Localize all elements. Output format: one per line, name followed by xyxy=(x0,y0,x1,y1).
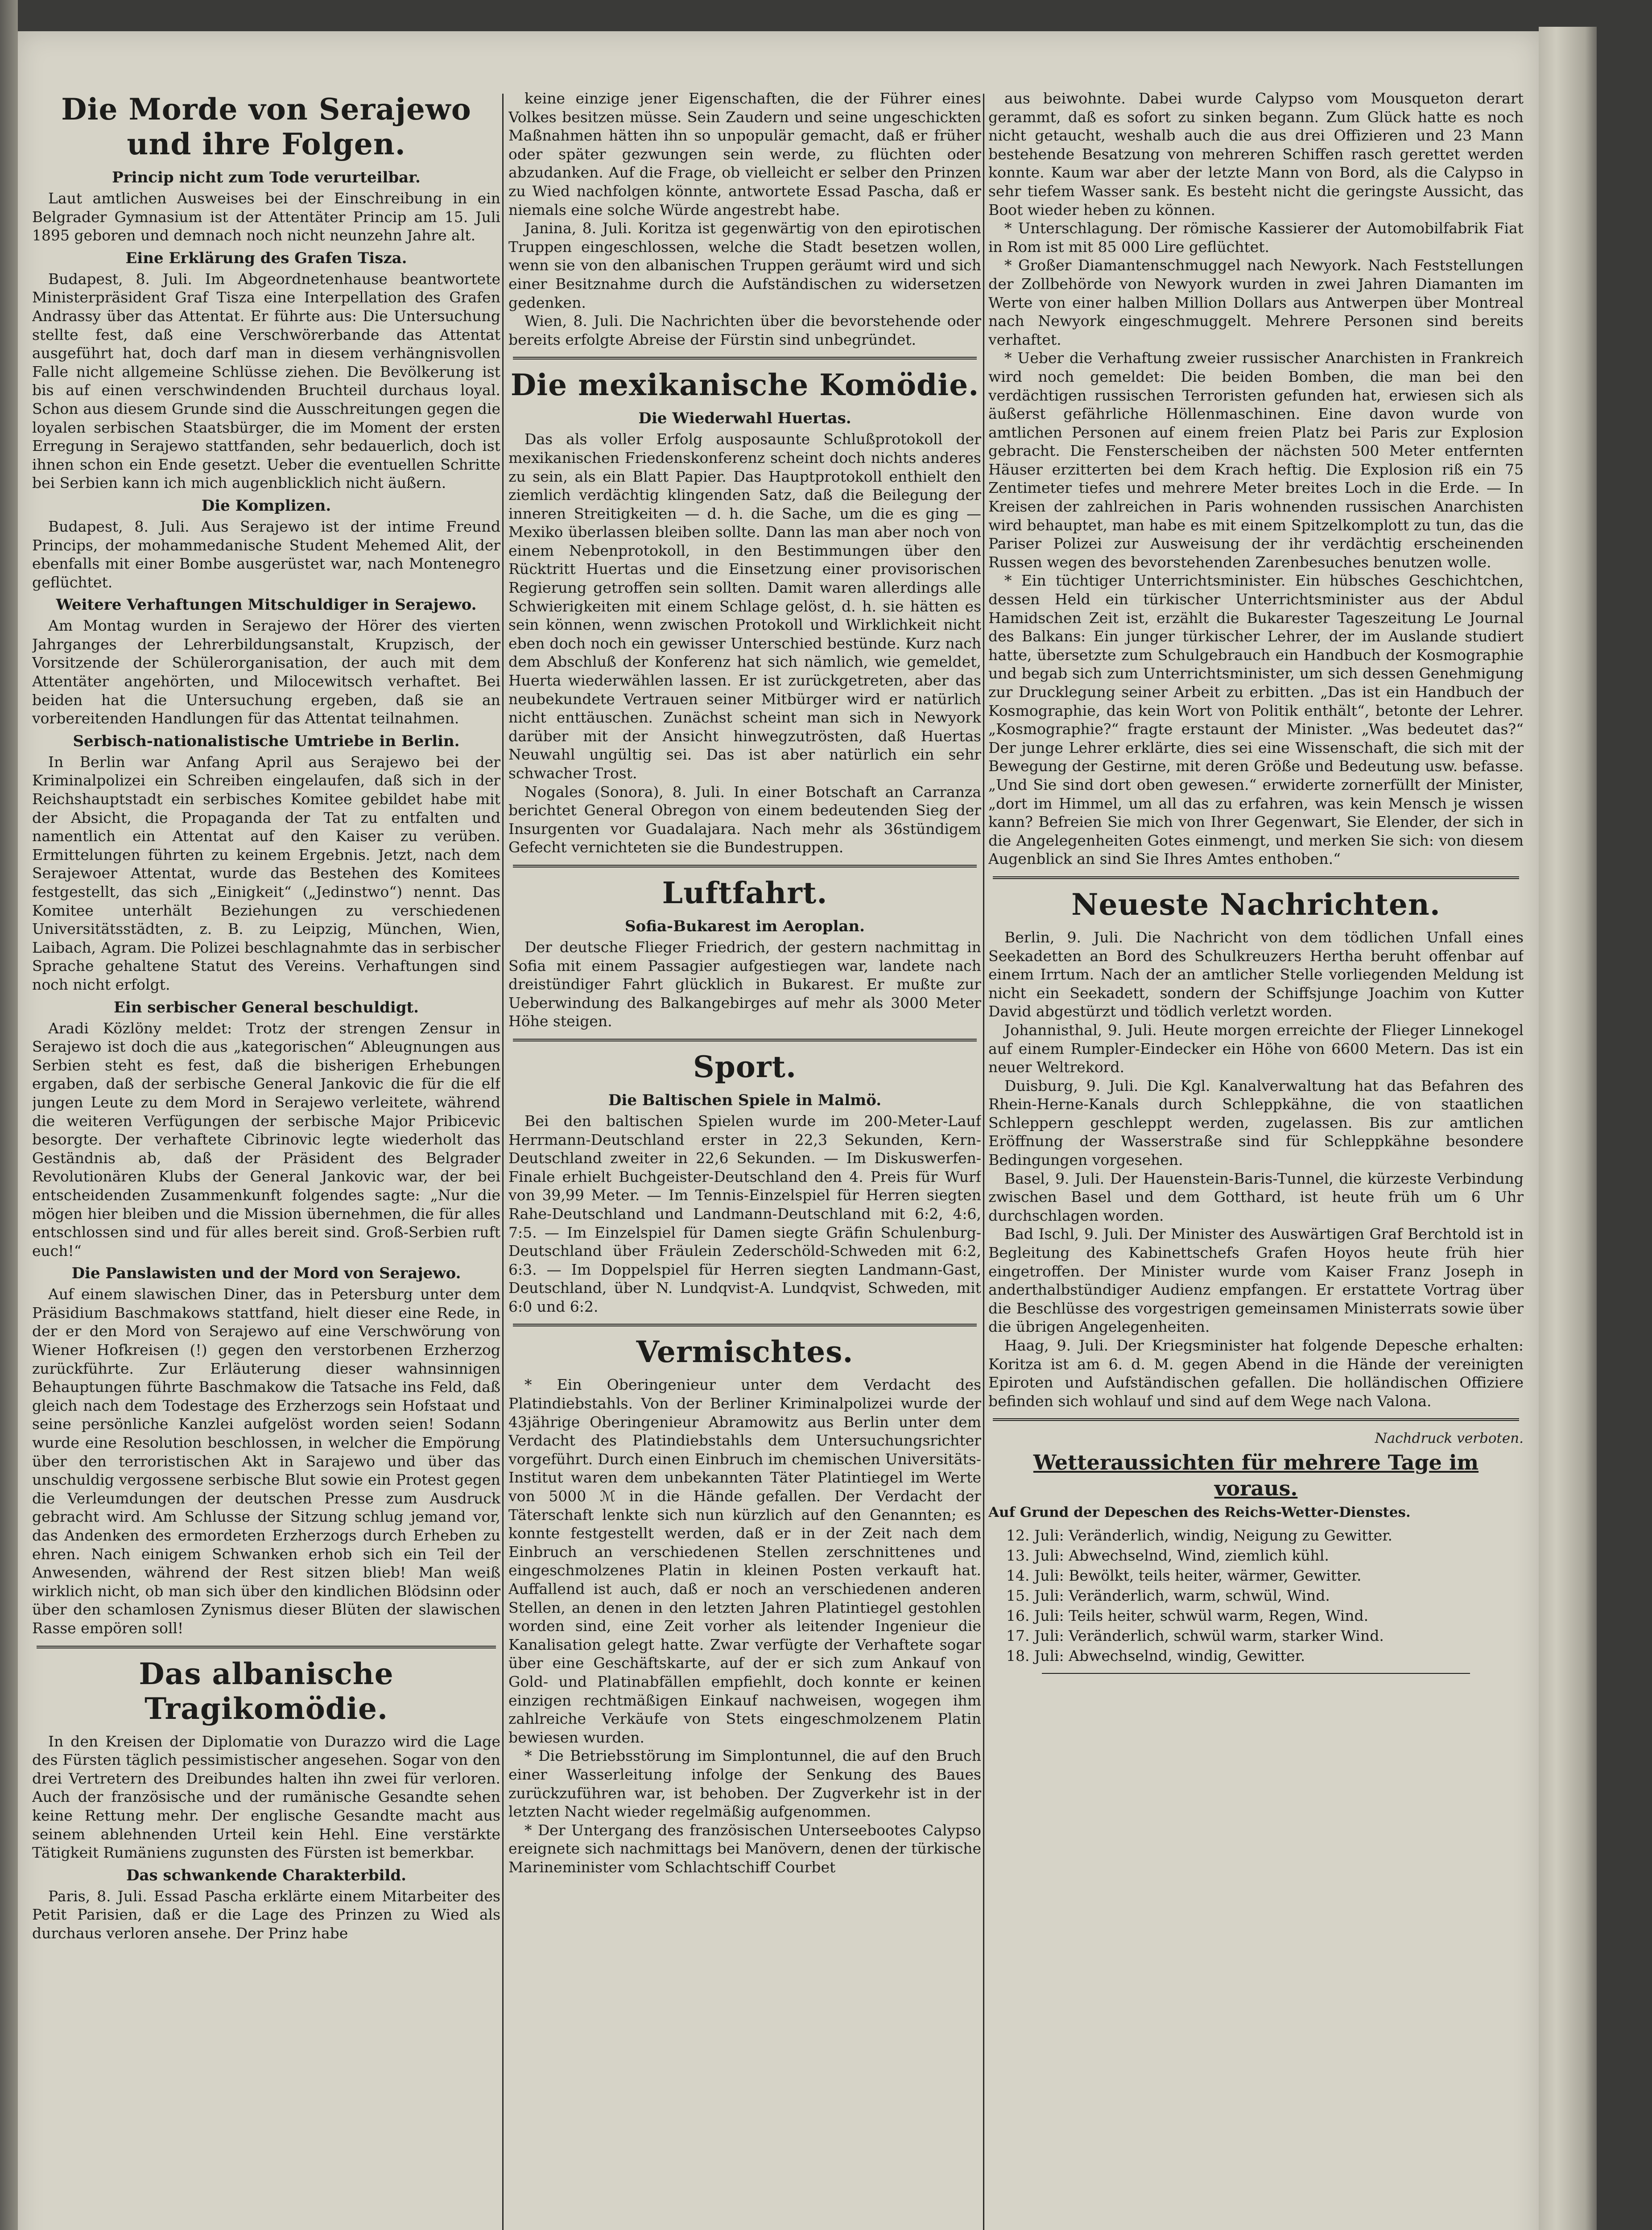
article-paragraph: Der deutsche Flieger Friedrich, der gestern nachmittag in Sofia mit einem Passagier aufgestiegen war, landete nach dreistündiger Fahrt glücklich in Bukarest. Er mußte zur Ueberwindung des Balkangebirges auf mehr als 3000 Meter Höhe steigen. xyxy=(508,938,981,1030)
weather-line: 13. Juli: Abwechselnd, Wind, ziemlich kühl. xyxy=(1006,1547,1329,1565)
article-paragraph: Laut amtlichen Ausweises bei der Einschreibung in ein Belgrader Gymnasium ist der Attentäter Princip am 15. Juli 1895 geboren und demnach noch nicht neunzehn Jahre alt. xyxy=(32,190,500,244)
subhead: Ein serbischer General beschuldigt. xyxy=(113,998,419,1016)
weather-line: 15. Juli: Veränderlich, warm, schwül, Wind. xyxy=(1006,1587,1330,1605)
headline-serajewo: Die Morde von Serajewo und ihre Folgen. xyxy=(61,92,471,161)
weather-line: 14. Juli: Bewölkt, teils heiter, wärmer, Gewitter. xyxy=(1006,1567,1362,1585)
section-divider xyxy=(513,865,977,867)
headline-albanien: Das albanische Tragikomödie. xyxy=(139,1656,394,1726)
column-1 xyxy=(32,89,500,2230)
article-paragraph: * Der Untergang des französischen Unterseebootes Calypso ereignete sich nachmittags bei Manövern, denen der türkische Marineminister vom Schlachtschiff Courbet xyxy=(508,1821,981,1876)
column-rule xyxy=(502,94,504,2230)
headline-mexiko: Die mexikanische Komödie. xyxy=(510,368,979,403)
article-paragraph: Duisburg, 9. Juli. Die Kgl. Kanalverwaltung hat das Befahren des Rhein-Herne-Kanals durch Schleppkähne, die von staatlichen Schleppern geschleppt werden, zugelassen. Bis zur amtlichen Eröffnung der Wasserstraße sind für Schleppkähne besondere Bedingungen vorgesehen. xyxy=(988,1077,1524,1169)
weather-subtitle: Auf Grund der Depeschen des Reichs-Wetter-Dienstes. xyxy=(988,1504,1411,1521)
subhead: Sofia-Bukarest im Aeroplan. xyxy=(625,917,865,935)
subhead: Das schwankende Charakterbild. xyxy=(126,1866,406,1884)
section-divider xyxy=(513,1324,977,1326)
article-paragraph: Nogales (Sonora), 8. Juli. In einer Botschaft an Carranza berichtet General Obregon von einem bedeutenden Sieg der Insurgenten vor Guadalajara. Nach mehr als 36stündigem Gefecht vernichteten sie die Bundestruppen. xyxy=(508,783,981,856)
column-2 xyxy=(508,89,981,2230)
subhead: Princip nicht zum Tode verurteilbar. xyxy=(112,169,421,186)
article-paragraph: Budapest, 8. Juli. Im Abgeordnetenhause beantwortete Ministerpräsident Graf Tisza eine Interpellation des Grafen Andrassy über das Attentat. Er führte aus: Die Untersuchung stellte fest, daß eine Verschwörerbande das Attentat ausgeführt hat, doch darf man in diesem verhängnisvollen Falle nicht allgemeine Schlüsse ziehen. Die Bevölkerung ist bis auf einen verschwindenden Bruchteil durchaus loyal. Schon aus diesem Grunde sind die Ausschreitungen gegen die loyalen serbischen Staatsbürger, die im Moment der ersten Erregung in Serajewo stattfanden, sehr bedauerlich, doch ist ihnen schon ein Ende gesetzt. Ueber die eventuellen Schritte bei Serbien kann ich mich augenblicklich nicht äußern. xyxy=(32,270,500,492)
subhead: Weitere Verhaftungen Mitschuldiger in Serajewo. xyxy=(56,596,477,614)
article-paragraph: Aradi Közlöny meldet: Trotz der strengen Zensur in Serajewo ist doch die aus „kategorischen“ Ableugnungen aus Serbien steht es fest, daß die bisherigen Erhebungen ergaben, daß der serbische General Jankovic die für die elf jungen Leute zu dem Mord in Serajewo verleitete, während die weiteren Verfügungen der serbische Major Pribicevic besorgte. Der verhaftete Cibrinovic legte wiederholt das Geständnis ab, daß der Präsident des Belgrader Revolutionären Klubs der General Jankovic war, der bei entscheidenden Zusammenkunft folgendes sagte: „Nur die mögen hier bleiben und die Mission übernehmen, die für alles entschlossen sind und für alles bereit sind. Groß-Serbien ruft euch!“ xyxy=(32,1019,500,1260)
weather-line: 12. Juli: Veränderlich, windig, Neigung zu Gewitter. xyxy=(1006,1527,1393,1544)
subhead: Serbisch-nationalistische Umtriebe in Berlin. xyxy=(73,732,460,750)
weather-line: 18. Juli: Abwechselnd, windig, Gewitter. xyxy=(1006,1647,1305,1665)
article-paragraph: In den Kreisen der Diplomatie von Durazzo wird die Lage des Fürsten täglich pessimistischer angesehen. Sogar von den drei Vertretern des Dreibundes halten ihn zwei für verloren. Auch der französische und der rumänische Gesandte sehen keine Rettung mehr. Der englische Gesandte macht aus seinem ablehnenden Urteil kein Hehl. Eine verstärkte Tätigkeit Rumäniens zugunsten des Fürsten ist bemerkbar. xyxy=(32,1732,500,1862)
article-paragraph: Wien, 8. Juli. Die Nachrichten über die bevorstehende oder bereits erfolgte Abreise der Fürstin sind unbegründet. xyxy=(508,312,981,348)
article-paragraph: Bad Ischl, 9. Juli. Der Minister des Auswärtigen Graf Berchtold ist in Begleitung des Kabinettschefs Grafen Hoyos heute früh hier eingetroffen. Der Minister wurde vom Kaiser Franz Joseph in anderthalbstündiger Audienz empfangen. Er erstattete Vortrag über die Beschlüsse des vorgestrigen gemeinsamen Ministerrats sowie über die übrigen Angelegenheiten. xyxy=(988,1225,1524,1336)
column-rule xyxy=(983,94,984,2230)
headline-sport: Sport. xyxy=(693,1049,797,1084)
section-divider xyxy=(513,1039,977,1041)
section-divider xyxy=(993,1418,1519,1421)
weather-title: Wetteraussichten für mehrere Tage im voraus. xyxy=(1033,1450,1479,1501)
article-paragraph: * Ein Oberingenieur unter dem Verdacht des Platindiebstahls. Von der Berliner Kriminalpolizei wurde der 43jährige Oberingenieur Abramowitz aus Berlin unter dem Verdacht des Platindiebstahls dem Untersuchungsrichter vorgeführt. Durch einen Einbruch im chemischen Universitäts-Institut waren dem unbekannten Täter Platintiegel im Werte von 5000 ℳ in die Hände gefallen. Der Verdacht der Täterschaft lenkte sich nun kürzlich auf den Genannten; es konnte festgestellt werden, daß er in der Zeit nach dem Einbruch an verschiedenen Stellen zerschnittenes und eingeschmolzenes Platin in kleinen Posten verkauft hat. Auffallend ist auch, daß er noch an verschiedenen anderen Stellen, an denen in den letzten Jahren Platintiegel gestohlen worden sind, eine Zeit vorher als leitender Ingenieur die Kanalisation gelegt hatte. Zwar verfügte der Verhaftete sogar über eine Geschäftskarte, auf der er sich zum Ankauf von Gold- und Platinabfällen empfiehlt, doch konnte er keinen einzigen rechtmäßigen Einkauf nachweisen, wogegen ihm zahlreiche Verkäufe von Stets eingeschmolzenem Platin bewiesen wurden. xyxy=(508,1376,981,1746)
article-paragraph: Haag, 9. Juli. Der Kriegsminister hat folgende Depesche erhalten: Koritza ist am 6. d. M. gegen Abend in die Hände der vereinigten Epiroten und Aufständischen gefallen. Die holländischen Offiziere befinden sich wohlauf und sind auf dem Wege nach Valona. xyxy=(988,1337,1524,1410)
article-paragraph: In Berlin war Anfang April aus Serajewo bei der Kriminalpolizei ein Schreiben eingelaufen, daß sich in der Reichshauptstadt ein serbisches Komitee gebildet habe mit der Absicht, die Propaganda der Tat zu entfalten und namentlich ein Attentat auf den Kaiser zu verüben. Ermittelungen führten zu keinem Ergebnis. Jetzt, nach dem Serajewoer Attentat, wurde das Bestehen des Komitees festgestellt, das sich „Einigkeit“ („Jedinstwo“) nennt. Das Komitee unterhält Beziehungen zu verschiedenen Universitätsstädten, z. B. zu Leipzig, München, Wien, Laibach, Agram. Die Polizei beschlagnahmte das in serbischer Sprache gehaltene Statut des Vereins. Verhaftungen sind noch nicht erfolgt. xyxy=(32,753,500,993)
weather-line: 16. Juli: Teils heiter, schwül warm, Regen, Wind. xyxy=(1006,1607,1369,1625)
article-paragraph: Berlin, 9. Juli. Die Nachricht von dem tödlichen Unfall eines Seekadetten an Bord des Schulkreuzers Hertha beruht offenbar auf einem Irrtum. Nach der an amtlicher Stelle vorliegenden Meldung ist nicht ein Seekadett, sondern der Schiffsjunge Joachim von Kutter David abgestürzt und tödlich verletzt worden. xyxy=(988,928,1524,1020)
article-paragraph: Auf einem slawischen Diner, das in Petersburg unter dem Präsidium Baschmakows stattfand, hielt dieser eine Rede, in der er den Mord von Serajewo auf eine Verschwörung von Wiener Hofkreisen (!) gegen den verstorbenen Erzherzog zurückführte. Zur Erläuterung dieser wahnsinnigen Behauptungen führte Baschmakow die Tatsache ins Feld, daß gleich nach dem Todestage des Erzherzogs sein Hofstaat und seine persönliche Kanzlei aufgelöst worden seien! Sodann wurde eine Resolution beschlossen, in welcher die Empörung über den terroristischen Akt in Sarajewo und über das unschuldig vergossene serbische Blut sowie ein Protest gegen die Verleumdungen der deutschen Presse zum Ausdruck gebracht wird. Am Schlusse der Sitzung schlug jemand vor, das Andenken des ermordeten Erzherzogs durch Erheben zu ehren. Nach einigem Schwanken erhob sich ein Teil der Anwesenden, während der Rest sitzen blieb! Man weiß wirklich nicht, ob man sich über den kindlichen Blödsinn oder über den schamlosen Zynismus dieser Blüten der slawischen Rasse empören soll! xyxy=(32,1285,500,1637)
article-paragraph: * Die Betriebsstörung im Simplontunnel, die auf den Bruch einer Wasserleitung infolge der Senkung des Baues zurückzuführen war, ist behoben. Der Zugverkehr ist in der letzten Nacht wieder regelmäßig aufgenommen. xyxy=(508,1747,981,1821)
article-paragraph: * Unterschlagung. Der römische Kassierer der Automobilfabrik Fiat in Rom ist mit 85 000 Lire geflüchtet. xyxy=(988,219,1524,256)
article-paragraph: Am Montag wurden in Serajewo der Hörer des vierten Jahrganges der Lehrerbildungsanstalt, Krupzisch, der Vorsitzende der Schülerorganisation, der auch mit dem Attentäter angehörten, und Milocewitsch verhaftet. Bei beiden hat die Untersuchung ergeben, daß sie an vorbereitenden Handlungen für das Attentat teilnahmen. xyxy=(32,617,500,727)
article-paragraph: aus beiwohnte. Dabei wurde Calypso vom Mousqueton derart gerammt, daß es sofort zu sinken begann. Zum Glück hatte es noch nicht getaucht, weshalb auch die aus drei Offizieren und 23 Mann bestehende Besatzung von mehreren Schiffen rasch gerettet werden konnte. Kaum war aber der letzte Mann von Bord, als die Calypso in sehr tiefem Wasser sank. Es besteht nicht die geringste Aussicht, das Boot wieder heben zu können. xyxy=(988,90,1524,219)
article-paragraph: Janina, 8. Juli. Koritza ist gegenwärtig von den epirotischen Truppen eingeschlossen, welche die Stadt besetzen wollen, wenn sie von den albanischen Truppen geräumt wird und sich einer Besitznahme durch die Aufständischen zu widersetzen gedenken. xyxy=(508,219,981,311)
subhead: Die Baltischen Spiele in Malmö. xyxy=(608,1091,882,1109)
adjacent-page-edge xyxy=(0,0,18,2230)
headline-luftfahrt: Luftfahrt. xyxy=(662,875,828,910)
article-paragraph: Johannisthal, 9. Juli. Heute morgen erreichte der Flieger Linnekogel auf einem Rumpler-Eindecker ein Höhe von 6600 Metern. Das ist ein neuer Weltrekord. xyxy=(988,1021,1524,1076)
article-paragraph: keine einzige jener Eigenschaften, die der Führer eines Volkes besitzen müsse. Sein Zaudern und seine ungeschickten Maßnahmen hätten ihn so unpopulär gemacht, daß er früher oder später gezwungen sein werde, zu flüchten oder abzudanken. Auf die Frage, ob vielleicht er selber den Prinzen zu Wied nachfolgen könnte, antwortete Essad Pascha, daß er niemals eine solche Würde angestrebt habe. xyxy=(508,90,981,219)
subhead: Die Wiederwahl Huertas. xyxy=(638,409,851,428)
article-paragraph: * Ueber die Verhaftung zweier russischer Anarchisten in Frankreich wird noch gemeldet: Die beiden Bomben, die man bei den verdächtigen russischen Terroristen gefunden hat, erwiesen sich als äußerst gefährliche Höllenmaschinen. Eine davon wurde von amtlichen Personen auf einem freien Platz bei Paris zur Explosion gebracht. Die Fensterscheiben der nächsten 500 Meter entfernten Häuser erzitterten bei dem Krach heftig. Die Explosion riß ein 75 Zentimeter tiefes und mehrere Meter breites Loch in die Erde. — In Kreisen der zahlreichen in Paris wohnenden russischen Anarchisten wird behauptet, man habe es mit einem Spitzelkomplott zu tun, das die Pariser Polizei zur Ausweisung der ihr verdächtig erscheinenden Russen wegen des bevorstehenden Zarenbesuches benutzen wolle. xyxy=(988,349,1524,571)
column-3 xyxy=(988,89,1524,2230)
article-paragraph: Das als voller Erfolg ausposaunte Schlußprotokoll der mexikanischen Friedenskonferenz scheint doch nichts anderes zu sein, als ein Blatt Papier. Das Hauptprotokoll enthielt den ziemlich verdächtig klingenden Satz, daß die Beilegung der inneren Streitigkeiten — d. h. die Sache, um die es ging — Mexiko überlassen bleiben sollte. Dann las man aber noch von einem Nebenprotokoll, in den Bestimmungen über den Rücktritt Huertas und die Einsetzung einer provisorischen Regierung getroffen sein sollten. Damit waren allerdings alle Schwierigkeiten mit einem Schlage gelöst, d. h. sie hätten es sein können, wenn zwischen Protokoll und Wirklichkeit nicht eben doch noch ein gewisser Unterschied bestünde. Kurz nach dem Abschluß der Konferenz hat sich nämlich, wie gemeldet, Huerta wiederwählen lassen. Er ist zurückgetreten, aber das neubekundete Vertrauen seiner Mitbürger wird er natürlich nicht enttäuschen. Zunächst scheint man sich in Newyork darüber mit der Ansicht hinwegzutrösten, daß Huertas Neuwahl ungültig sei. Das ist aber natürlich ein sehr schwacher Trost. xyxy=(508,430,981,782)
article-paragraph: Budapest, 8. Juli. Aus Serajewo ist der intime Freund Princips, der mohammedanische Student Mehemed Alit, der ebenfalls mit einer Bombe ausgerüstet war, nach Montenegro geflüchtet. xyxy=(32,517,500,591)
article-paragraph: Basel, 9. Juli. Der Hauenstein-Baris-Tunnel, die kürzeste Verbindung zwischen Basel und dem Gotthard, ist heute früh um 6 Uhr durchschlagen worden. xyxy=(988,1169,1524,1224)
article-paragraph: * Großer Diamantenschmuggel nach Newyork. Nach Feststellungen der Zollbehörde von Newyork wurden in zwei Jahren Diamanten im Werte von einer halben Million Dollars aus Antwerpen über Montreal nach Newyork eingeschmuggelt. Mehrere Personen sind bereits verhaftet. xyxy=(988,256,1524,348)
subhead: Eine Erklärung des Grafen Tisza. xyxy=(125,249,407,267)
newspaper-page xyxy=(18,31,1539,2230)
subhead: Die Panslawisten und der Mord von Serajewo. xyxy=(71,1264,461,1283)
article-paragraph: * Ein tüchtiger Unterrichtsminister. Ein hübsches Geschichtchen, dessen Held ein türkischer Unterrichtsminister aus der Abdul Hamidschen Zeit ist, erzählt die Bukarester Tageszeitung Le Journal des Balkans: Ein junger türkischer Lehrer, der im Auslande studiert hatte, übersetzte zum Schulgebrauch ein Handbuch der Kosmographie und begab sich zum Unterrichtsminister, um sich dessen Genehmigung zur Drucklegung seiner Arbeit zu erbitten. „Das ist ein Handbuch der Kosmographie, das kein Wort von Politik enthält“, betonte der Lehrer. „Kosmographie?“ fragte erstaunt der Minister. „Was bedeutet das?“ Der junge Lehrer erklärte, dies sei eine Wissenschaft, die sich mit der Bewegung der Gestirne, mit deren Größe und Bedeutung usw. befasse. „Und Sie sind dort oben gewesen.“ erwiderte zornerfüllt der Minister, „dort im Himmel, um all das zu erfahren, was kein Mensch je wissen kann? Befreien Sie mich von Ihrer Gegenwart, Sie Elender, der sich in die Angelegenheiten Gotes einmengt, und merken Sie sich: von diesem Augenblick an sind Sie Ihres Amtes enthoben.“ xyxy=(988,572,1524,868)
section-divider xyxy=(37,1646,496,1648)
section-divider xyxy=(513,357,977,359)
section-divider xyxy=(993,876,1519,879)
book-page-edge xyxy=(1539,27,1597,2230)
subhead: Die Komplizen. xyxy=(201,496,331,515)
headline-vermischtes: Vermischtes. xyxy=(636,1334,854,1370)
article-paragraph: Paris, 8. Juli. Essad Pascha erklärte einem Mitarbeiter des Petit Parisien, daß er die Lage des Prinzen zu Wied als durchaus verloren ansehe. Der Prinz habe xyxy=(32,1887,500,1942)
headline-neueste-nachrichten: Neueste Nachrichten. xyxy=(1071,887,1441,922)
end-rule xyxy=(1042,1673,1470,1674)
article-paragraph: Bei den baltischen Spielen wurde im 200-Meter-Lauf Herrmann-Deutschland erster in 22,3 Sekunden, Kern-Deutschland zweiter in 22,6 Sekunden. — Im Diskuswerfen-Finale erhielt Buchgeister-Deutschland den 4. Preis für Wurf von 39,99 Meter. — Im Tennis-Einzelspiel für Herren siegten Rahe-Deutschland und Landmann-Deutschland mit 6:2, 4:6, 7:5. — Im Einzelspiel für Damen siegte Gräfin Schulenburg-Deutschland über Fräulein Zederschöld-Schweden mit 6:2, 6:3. — Im Doppelspiel für Herren siegten Landmann-Gast, Deutschland, über N. Lundqvist-A. Lundqvist, Schweden, mit 6:0 und 6:2. xyxy=(508,1112,981,1315)
reprint-notice: Nachdruck verboten. xyxy=(1375,1430,1524,1447)
weather-line: 17. Juli: Veränderlich, schwül warm, starker Wind. xyxy=(1006,1627,1384,1645)
